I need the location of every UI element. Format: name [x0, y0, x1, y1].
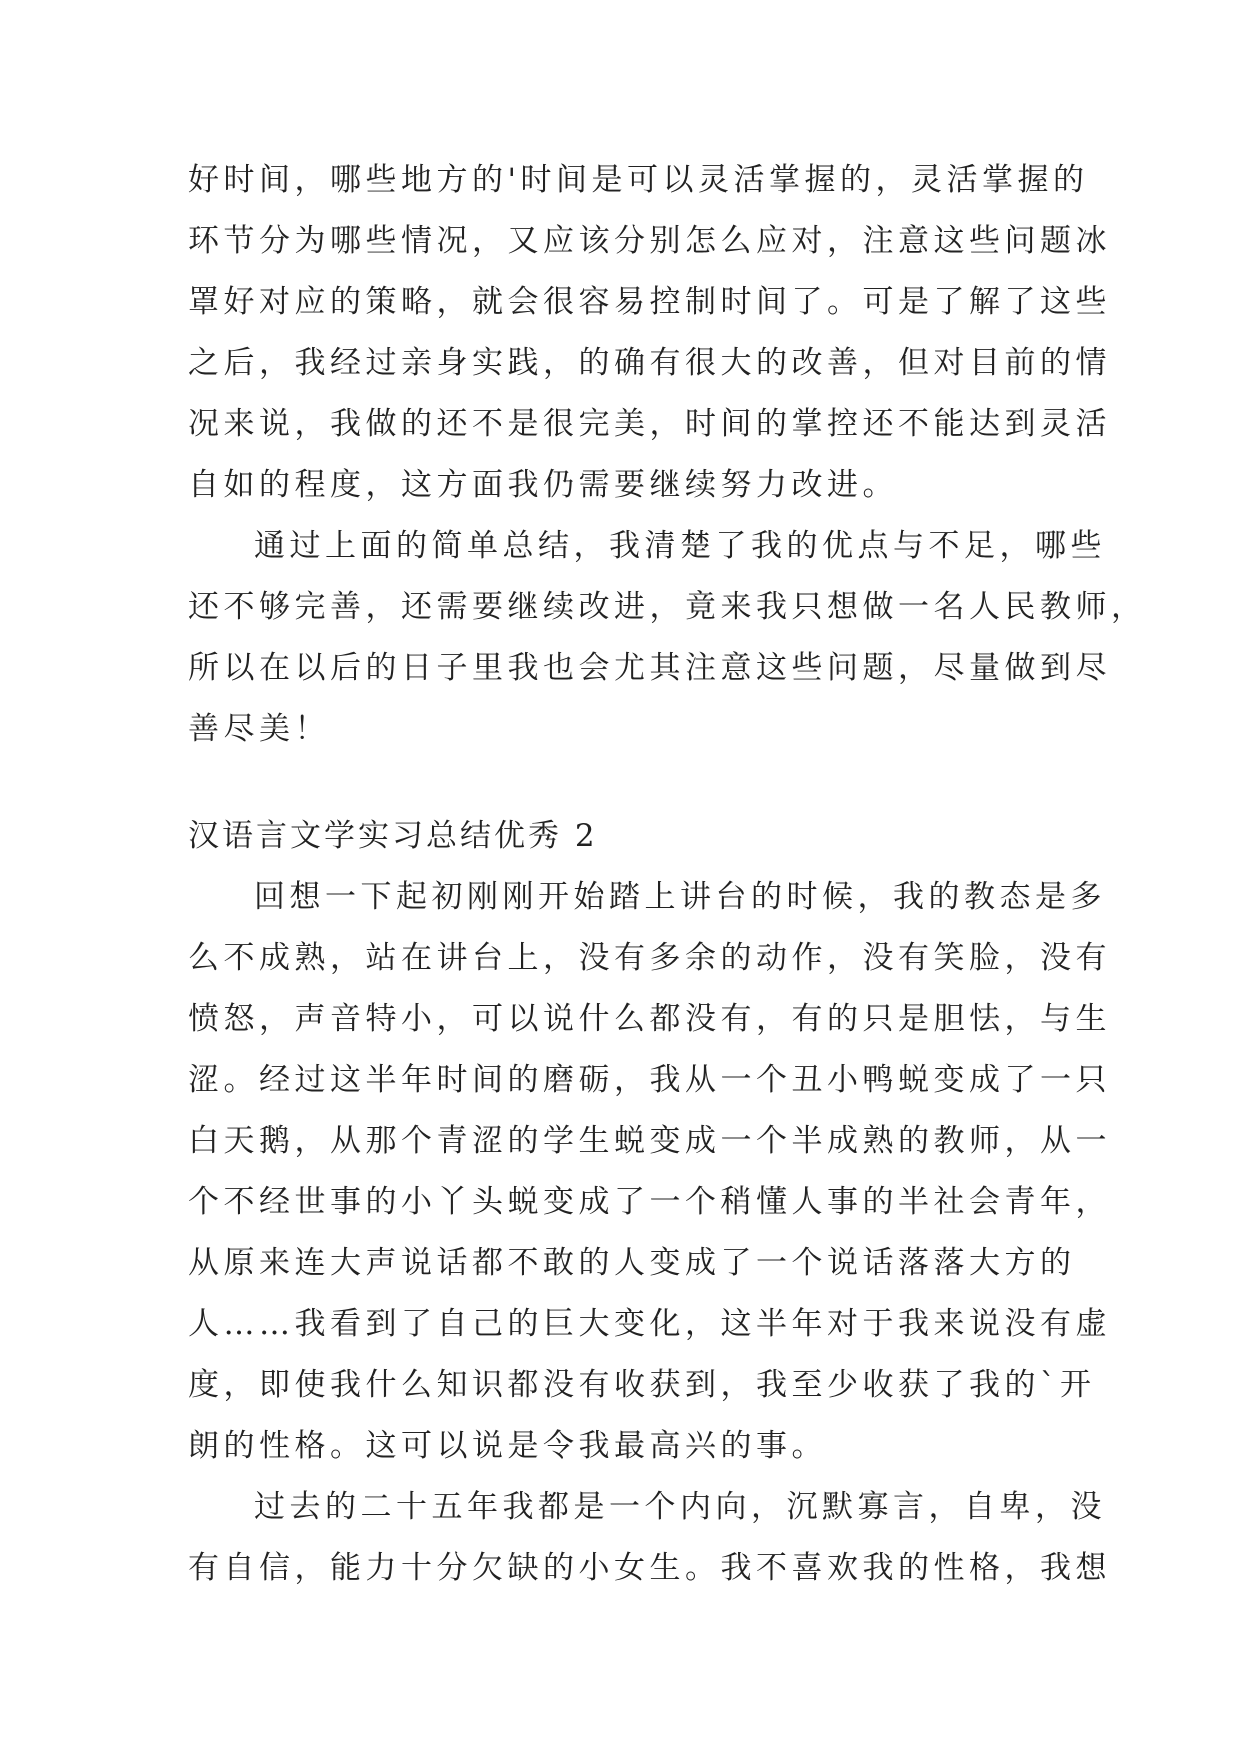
text-line: 么不成熟，站在讲台上，没有多余的动作，没有笑脸，没有 [188, 940, 1111, 976]
section-heading: 汉语言文学实习总结优秀 2 [188, 818, 598, 854]
text-line: 所以在以后的日子里我也会尤其注意这些问题，尽量做到尽 [188, 650, 1111, 686]
paragraph-2 [188, 516, 1147, 760]
text-line: 愤怒，声音特小，可以说什么都没有，有的只是胆怯，与生 [188, 1001, 1111, 1037]
text-line: 白天鹅，从那个青涩的学生蜕变成一个半成熟的教师，从一 [188, 1123, 1111, 1159]
text-line: 朗的性格。这可以说是令我最高兴的事。 [188, 1428, 827, 1464]
text-line: 自如的程度，这方面我仍需要继续努力改进。 [188, 467, 898, 503]
text-line: 过去的二十五年我都是一个内向，沉默寡言，自卑，没 [254, 1489, 1106, 1525]
paragraph-3 [188, 867, 1111, 1477]
text-line: 涩。经过这半年时间的磨砺，我从一个丑小鸭蜕变成了一只 [188, 1062, 1111, 1098]
text-line: 有自信，能力十分欠缺的小女生。我不喜欢我的性格，我想 [188, 1550, 1111, 1586]
paragraph-4 [188, 1477, 1111, 1599]
paragraph-1 [188, 150, 1111, 516]
text-line: 度，即使我什么知识都没有收获到，我至少收获了我的`开 [188, 1367, 1096, 1403]
document-page [188, 150, 1147, 1599]
text-line: 好时间，哪些地方的'时间是可以灵活掌握的，灵活掌握的 [188, 162, 1089, 198]
text-line: 通过上面的简单总结，我清楚了我的优点与不足，哪些 [254, 528, 1106, 564]
text-line: 环节分为哪些情况，又应该分别怎么应对，注意这些问题冰 [188, 223, 1111, 259]
text-line: 从原来连大声说话都不敢的人变成了一个说话落落大方的 [188, 1245, 1076, 1281]
text-line: 还不够完善，还需要继续改进，竟来我只想做一名人民教师， [188, 589, 1147, 625]
text-line: 况来说，我做的还不是很完美，时间的掌控还不能达到灵活 [188, 406, 1111, 442]
text-line: 回想一下起初刚刚开始踏上讲台的时候，我的教态是多 [254, 879, 1106, 915]
text-line: 善尽美！ [188, 711, 330, 747]
text-line: 个不经世事的小丫头蜕变成了一个稍懂人事的半社会青年， [188, 1184, 1111, 1220]
text-line: 人……我看到了自己的巨大变化，这半年对于我来说没有虚 [188, 1306, 1111, 1342]
text-line: 罩好对应的策略，就会很容易控制时间了。可是了解了这些 [188, 284, 1111, 320]
text-line: 之后，我经过亲身实践，的确有很大的改善，但对目前的情 [188, 345, 1111, 381]
